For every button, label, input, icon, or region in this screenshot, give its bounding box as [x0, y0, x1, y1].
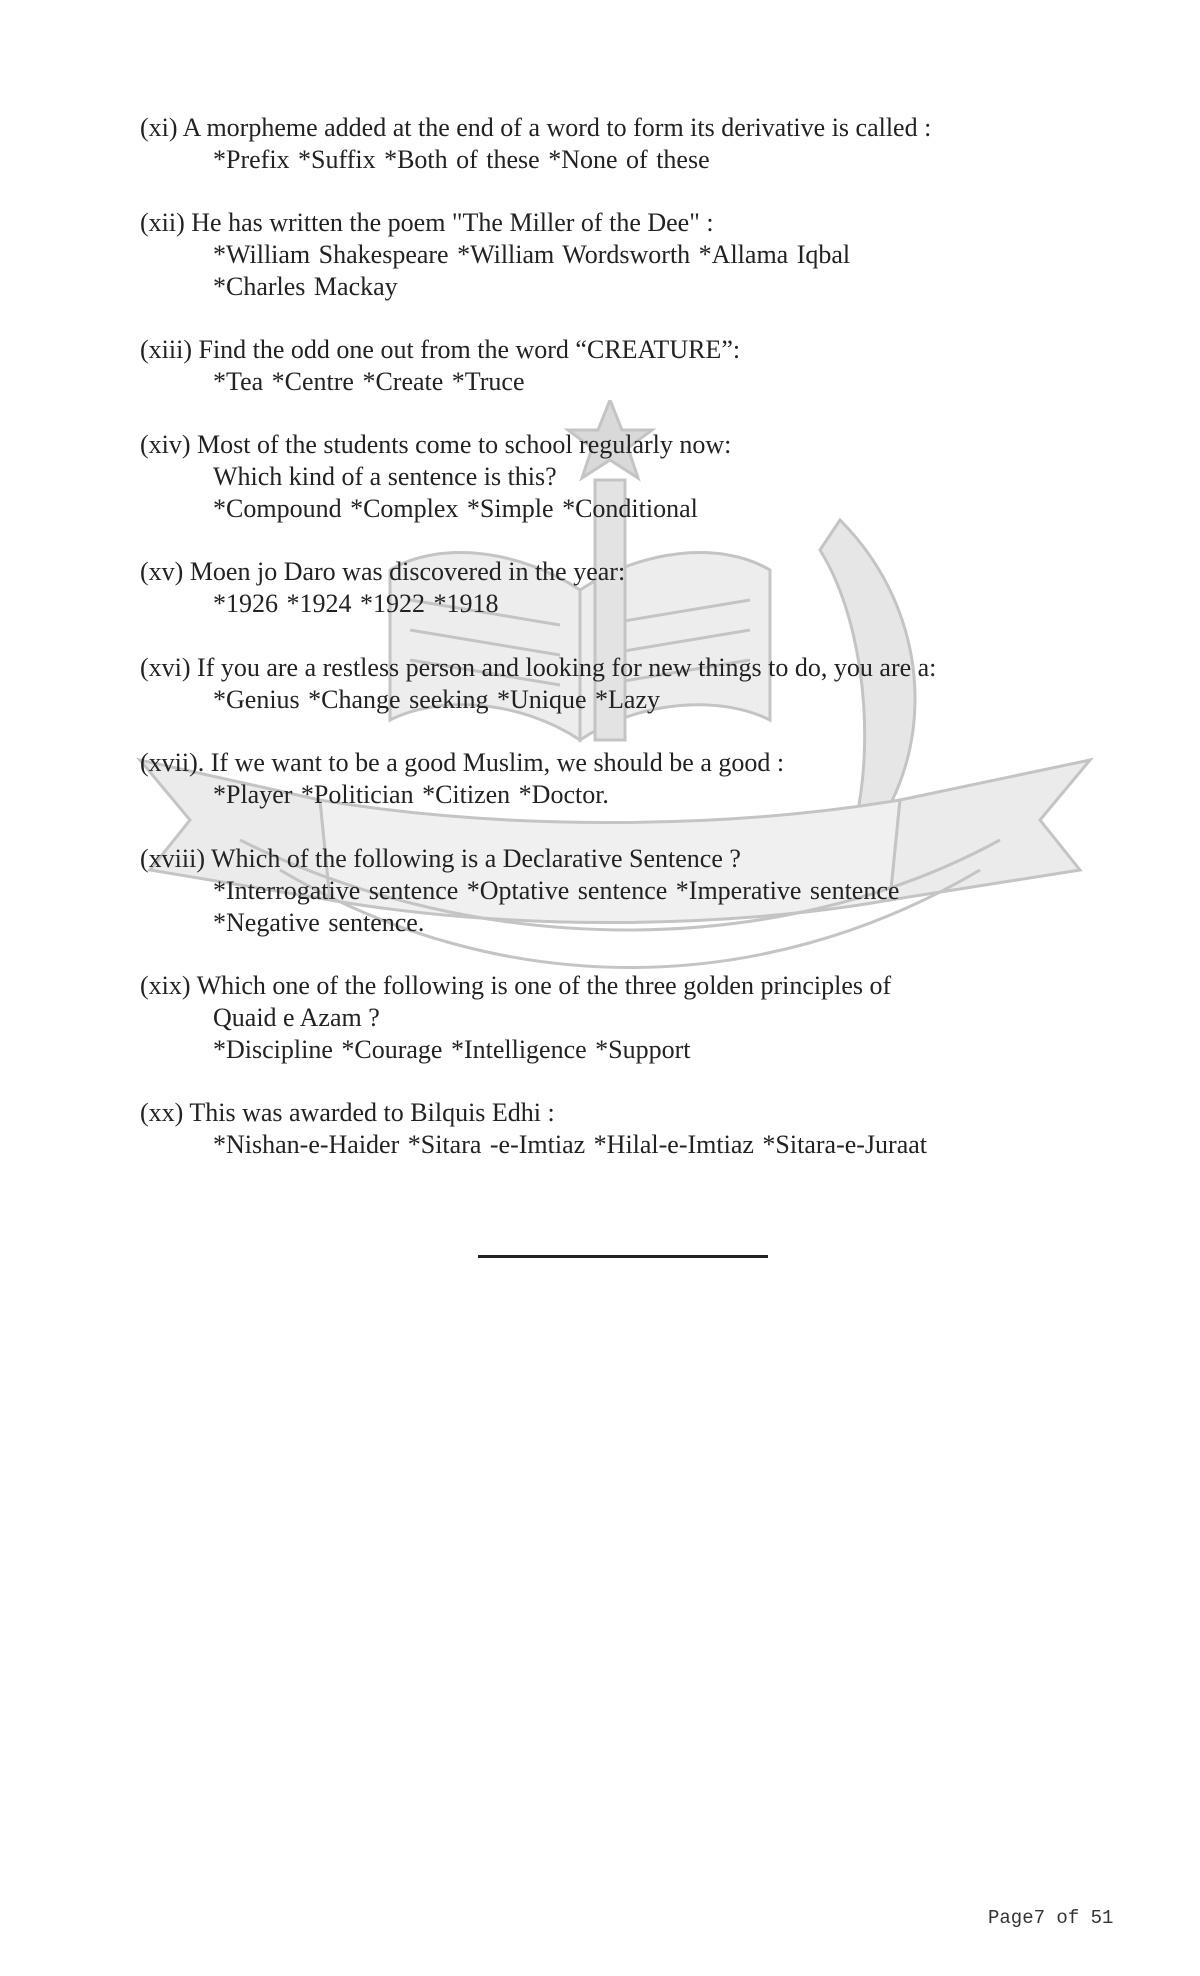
question-xv: (xv) Moen jo Daro was discovered in the year: — [140, 557, 626, 586]
options-xii: *William Shakespeare *William Wordsworth *Allama Iqbal — [213, 240, 851, 269]
question-xix: (xix) Which one of the following is one of the three golden principles of — [140, 971, 892, 1000]
options-xii-continued: *Charles Mackay — [213, 272, 398, 301]
options-xviii: *Interrogative sentence *Optative sentence *Imperative sentence — [213, 876, 900, 905]
end-divider — [478, 1255, 768, 1258]
page-number: Page7 of 51 — [988, 1907, 1114, 1929]
options-xi: *Prefix *Suffix *Both of these *None of these — [213, 145, 710, 174]
options-xx: *Nishan-e-Haider *Sitara -e-Imtiaz *Hilal-e-Imtiaz *Sitara-e-Juraat — [213, 1130, 927, 1159]
question-xiii: (xiii) Find the odd one out from the word “CREATURE”: — [140, 335, 741, 364]
question-xiv: (xiv) Most of the students come to school regularly now: — [140, 430, 732, 459]
options-xiv: *Compound *Complex *Simple *Conditional — [213, 494, 698, 523]
question-xii: (xii) He has written the poem "The Miller of the Dee" : — [140, 208, 714, 237]
question-xvii: (xvii). If we want to be a good Muslim, we should be a good : — [140, 748, 785, 777]
question-xiv-continued: Which kind of a sentence is this? — [213, 462, 557, 491]
question-xix-continued: Quaid e Azam ? — [213, 1003, 380, 1032]
question-xi: (xi) A morpheme added at the end of a word to form its derivative is called : — [140, 113, 932, 142]
question-xvi: (xvi) If you are a restless person and looking for new things to do, you are a: — [140, 653, 937, 682]
question-xviii: (xviii) Which of the following is a Declarative Sentence ? — [140, 844, 741, 873]
options-xvii: *Player *Politician *Citizen *Doctor. — [213, 780, 609, 809]
options-xviii-continued: *Negative sentence. — [213, 908, 425, 937]
options-xiii: *Tea *Centre *Create *Truce — [213, 367, 525, 396]
options-xv: *1926 *1924 *1922 *1918 — [213, 589, 499, 618]
question-xx: (xx) This was awarded to Bilquis Edhi : — [140, 1098, 555, 1127]
options-xvi: *Genius *Change seeking *Unique *Lazy — [213, 685, 661, 714]
options-xix: *Discipline *Courage *Intelligence *Support — [213, 1035, 691, 1064]
